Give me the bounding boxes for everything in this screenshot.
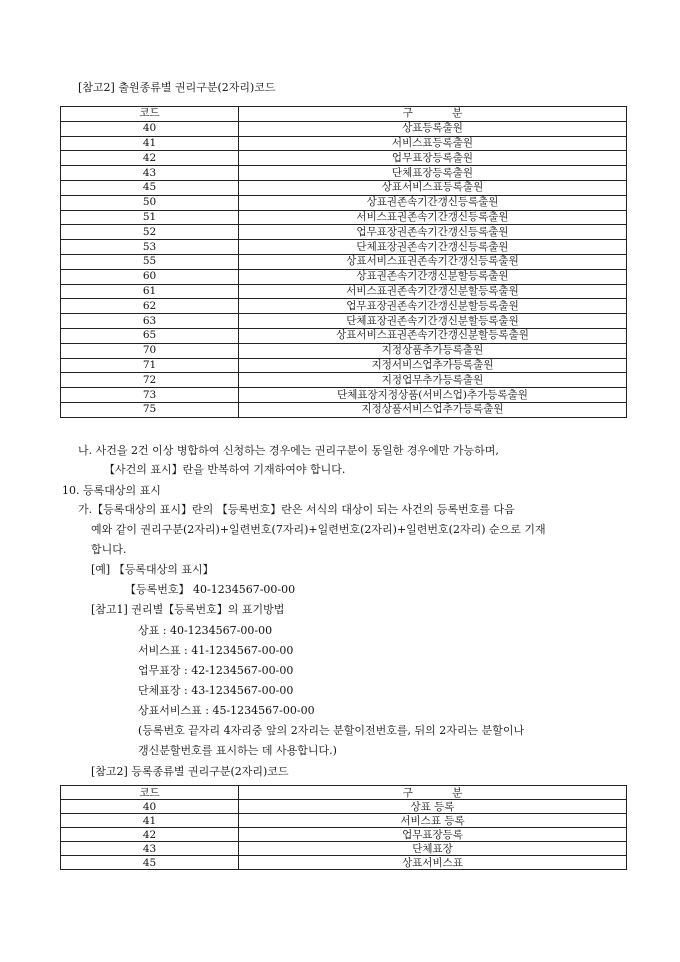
category-cell: 지정업무추가등록출원 bbox=[239, 373, 627, 388]
paragraph-na-line2: 【사건의 표시】란을 반복하여 기재하여야 합니다. bbox=[104, 463, 346, 476]
table-row bbox=[61, 210, 627, 225]
category-cell: 지정상품서비스업추가등록출원 bbox=[239, 402, 627, 417]
code-cell: 71 bbox=[61, 358, 239, 373]
code-cell: 62 bbox=[61, 299, 239, 314]
paragraph-ga-line2: 예와 같이 권리구분(2자리)+일련번호(7자리)+일련번호(2자리)+일련번호(2자리) 순으로 기재 bbox=[91, 523, 546, 536]
table-row bbox=[61, 121, 627, 136]
paragraph-ga-line3: 합니다. bbox=[91, 543, 127, 556]
category-cell: 업무표장권존속기간갱신등록출원 bbox=[239, 225, 627, 240]
category-cell: 단체표장 bbox=[239, 842, 627, 856]
table-row bbox=[61, 254, 627, 269]
table-row bbox=[61, 240, 627, 255]
category-cell: 서비스표 등록 bbox=[239, 814, 627, 828]
table-row bbox=[61, 358, 627, 373]
paragraph-na-line1: 나. 사건을 2건 이상 병합하여 신청하는 경우에는 권리구분이 동일한 경우에만 가능하며, bbox=[78, 444, 499, 457]
category-cell: 업무표장등록 bbox=[239, 828, 627, 842]
code-cell: 40 bbox=[61, 121, 239, 136]
code-cell: 55 bbox=[61, 254, 239, 269]
table-row bbox=[61, 343, 627, 358]
code-cell: 75 bbox=[61, 402, 239, 417]
category-cell: 단체표장지정상품(서비스업)추가등록출원 bbox=[239, 388, 627, 403]
ref2-registration-code-title: [참고2] 등록종류별 권리구분(2자리)코드 bbox=[91, 765, 289, 778]
table-row bbox=[61, 373, 627, 388]
category-cell: 서비스표권존속기간갱신분할등록출원 bbox=[239, 284, 627, 299]
table-header-row bbox=[61, 107, 627, 122]
code-cell: 40 bbox=[61, 800, 239, 814]
section-10-title: 10. 등록대상의 표시 bbox=[62, 484, 161, 497]
category-cell: 상표서비스표등록출원 bbox=[239, 180, 627, 195]
ref1-item-trademark: 상표 : 40-1234567-00-00 bbox=[138, 624, 273, 637]
table-header-row bbox=[61, 786, 627, 800]
table-row bbox=[61, 328, 627, 343]
code-cell: 50 bbox=[61, 195, 239, 210]
registration-code-table bbox=[60, 785, 627, 870]
table-row bbox=[61, 225, 627, 240]
code-cell: 72 bbox=[61, 373, 239, 388]
table-row bbox=[61, 151, 627, 166]
registration-code-table-body bbox=[61, 800, 627, 870]
ref1-item-trademark-service-mark: 상표서비스표 : 45-1234567-00-00 bbox=[138, 704, 315, 717]
category-cell: 상표권존속기간갱신등록출원 bbox=[239, 195, 627, 210]
category-cell: 상표서비스표권존속기간갱신분할등록출원 bbox=[239, 328, 627, 343]
code-cell: 53 bbox=[61, 240, 239, 255]
category-cell: 상표등록출원 bbox=[239, 121, 627, 136]
code-cell: 61 bbox=[61, 284, 239, 299]
table-row bbox=[61, 269, 627, 284]
table-row bbox=[61, 195, 627, 210]
code-cell: 43 bbox=[61, 842, 239, 856]
paragraph-ga-line1: 가.【등록대상의 표시】란의 【등록번호】란은 서식의 대상이 되는 사건의 등록번호를 다음 bbox=[78, 503, 515, 516]
table-row bbox=[61, 180, 627, 195]
table-row bbox=[61, 402, 627, 417]
column-header-code: 코드 bbox=[61, 786, 239, 800]
category-cell: 서비스표권존속기간갱신등록출원 bbox=[239, 210, 627, 225]
table-row bbox=[61, 814, 627, 828]
category-cell: 서비스표등록출원 bbox=[239, 136, 627, 151]
table-row bbox=[61, 166, 627, 181]
filing-code-table-body bbox=[61, 121, 627, 417]
category-cell: 업무표장권존속기간갱신분할등록출원 bbox=[239, 299, 627, 314]
ref2-filing-code-title: [참고2] 출원종류별 권리구분(2자리)코드 bbox=[78, 81, 276, 94]
note-line1: (등록번호 끝자리 4자리중 앞의 2자리는 분할이전번호를, 뒤의 2자리는 분할이나 bbox=[138, 724, 525, 737]
code-cell: 45 bbox=[61, 856, 239, 870]
table-row bbox=[61, 800, 627, 814]
table-row bbox=[61, 856, 627, 870]
example-label: [예] 【등록대상의 표시】 bbox=[91, 563, 214, 576]
category-cell: 상표서비스표 bbox=[239, 856, 627, 870]
note-line2: 갱신분할번호를 표시하는 데 사용합니다.) bbox=[138, 744, 337, 757]
category-cell: 단체표장권존속기간갱신분할등록출원 bbox=[239, 314, 627, 329]
code-cell: 42 bbox=[61, 151, 239, 166]
code-cell: 73 bbox=[61, 388, 239, 403]
category-cell: 지정서비스업추가등록출원 bbox=[239, 358, 627, 373]
code-cell: 52 bbox=[61, 225, 239, 240]
code-cell: 51 bbox=[61, 210, 239, 225]
category-cell: 상표권존속기간갱신분할등록출원 bbox=[239, 269, 627, 284]
ref1-item-business-emblem: 업무표장 : 42-1234567-00-00 bbox=[138, 664, 294, 677]
table-row bbox=[61, 314, 627, 329]
ref1-title: [참고1] 권리별【등록번호】의 표기방법 bbox=[91, 603, 285, 616]
example-registration-number: 【등록번호】 40-1234567-00-00 bbox=[125, 583, 296, 596]
code-cell: 43 bbox=[61, 166, 239, 181]
category-cell: 단체표장권존속기간갱신등록출원 bbox=[239, 240, 627, 255]
code-cell: 60 bbox=[61, 269, 239, 284]
ref1-item-collective-mark: 단체표장 : 43-1234567-00-00 bbox=[138, 684, 294, 697]
table-row bbox=[61, 388, 627, 403]
code-cell: 41 bbox=[61, 136, 239, 151]
filing-code-table bbox=[60, 106, 627, 418]
code-cell: 42 bbox=[61, 828, 239, 842]
category-cell: 상표 등록 bbox=[239, 800, 627, 814]
category-cell: 단체표장등록출원 bbox=[239, 166, 627, 181]
ref1-item-service-mark: 서비스표 : 41-1234567-00-00 bbox=[138, 644, 294, 657]
code-cell: 45 bbox=[61, 180, 239, 195]
code-cell: 63 bbox=[61, 314, 239, 329]
code-cell: 70 bbox=[61, 343, 239, 358]
code-cell: 41 bbox=[61, 814, 239, 828]
table-row bbox=[61, 299, 627, 314]
category-cell: 상표서비스표권존속기간갱신등록출원 bbox=[239, 254, 627, 269]
column-header-code: 코드 bbox=[61, 107, 239, 122]
code-cell: 65 bbox=[61, 328, 239, 343]
category-cell: 업무표장등록출원 bbox=[239, 151, 627, 166]
column-header-category: 구 분 bbox=[239, 107, 627, 122]
category-cell: 지정상품추가등록출원 bbox=[239, 343, 627, 358]
table-row bbox=[61, 842, 627, 856]
table-row bbox=[61, 284, 627, 299]
table-row bbox=[61, 828, 627, 842]
table-row bbox=[61, 136, 627, 151]
column-header-category: 구 분 bbox=[239, 786, 627, 800]
